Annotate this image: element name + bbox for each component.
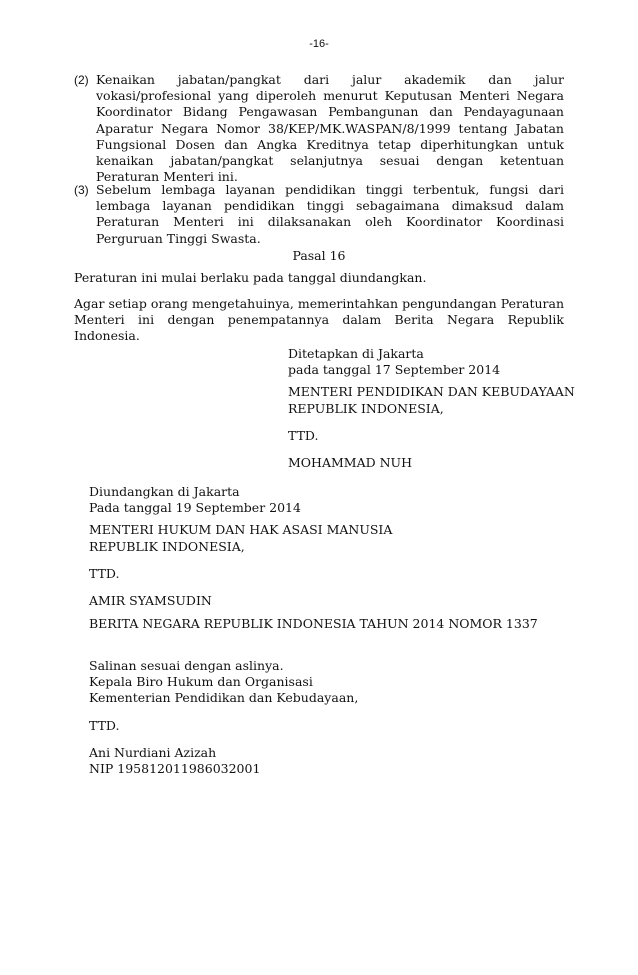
item-text: Sebelum lembaga layanan pendidikan tinggi terbentuk, fungsi dari lembaga layanan pendidikan tinggi sebagaimana dimaksud dalam Peraturan Menteri ini dilaksanakan oleh Koordinator Koordinasi Perguruan Tinggi Swasta. [96, 182, 564, 246]
signatory-title: MENTERI HUKUM DAN HAK ASASI MANUSIA [89, 522, 393, 538]
attestation-line: Salinan sesuai dengan aslinya. [89, 658, 284, 673]
copy-attestation-block [89, 658, 358, 777]
announcement-paragraph: Agar setiap orang mengetahuinya, memerintahkan pengundangan Peraturan Menteri ini dengan penempatannya dalam Berita Negara Republik Indonesia. [74, 296, 564, 344]
attestation-line: Kepala Biro Hukum dan Organisasi [89, 674, 313, 690]
signatory-title: MENTERI PENDIDIKAN DAN KEBUDAYAAN [288, 384, 575, 400]
law-minister-signature-block [89, 484, 538, 632]
gazette-reference: BERITA NEGARA REPUBLIK INDONESIA TAHUN 2014 NOMOR 1337 [89, 616, 538, 632]
signatory-name: AMIR SYAMSUDIN [89, 593, 212, 609]
pasal-heading: Pasal 16 [292, 248, 346, 263]
promulgation-date: Pada tanggal 19 September 2014 [89, 500, 301, 516]
signed-mark: TTD. [89, 717, 120, 733]
page-number: -16- [309, 38, 329, 50]
attestation-line: Kementerian Pendidikan dan Kebudayaan, [89, 690, 359, 706]
signatory-name: MOHAMMAD NUH [288, 455, 412, 471]
item-number: (2) [74, 73, 89, 87]
item-text: Kenaikan jabatan/pangkat dari jalur akademik dan jalur vokasi/profesional yang diperoleh menurut Keputusan Menteri Negara Koordinator Bidang Pengawasan Pembangunan dan Pendayagunaan Aparatur Negara Nomor 38/KEP/MK.WASPAN/8/1999 tentang Jabatan Fungsional Dosen dan Angka Kreditnya tetap diperhitungkan untuk kenaikan jabatan/pangkat selanjutnya sesuai dengan ketentuan Peraturan Menteri ini. [96, 72, 564, 185]
article-item-3 [74, 182, 564, 247]
article-item-2 [74, 72, 564, 185]
promulgation-place: Diundangkan di Jakarta [89, 484, 240, 499]
signatory-nip: NIP 195812011986032001 [89, 761, 261, 777]
enactment-paragraph: Peraturan ini mulai berlaku pada tanggal diundangkan. [74, 270, 427, 285]
item-number: (3) [74, 183, 89, 197]
signatory-title: REPUBLIK INDONESIA, [288, 400, 444, 416]
signing-date: pada tanggal 17 September 2014 [288, 362, 501, 378]
signed-mark: TTD. [89, 565, 120, 581]
minister-signature-block [288, 346, 575, 471]
signatory-title: REPUBLIK INDONESIA, [89, 538, 245, 554]
signed-mark: TTD. [288, 427, 319, 443]
signing-place: Ditetapkan di Jakarta [288, 346, 424, 361]
signatory-name: Ani Nurdiani Azizah [89, 744, 217, 760]
